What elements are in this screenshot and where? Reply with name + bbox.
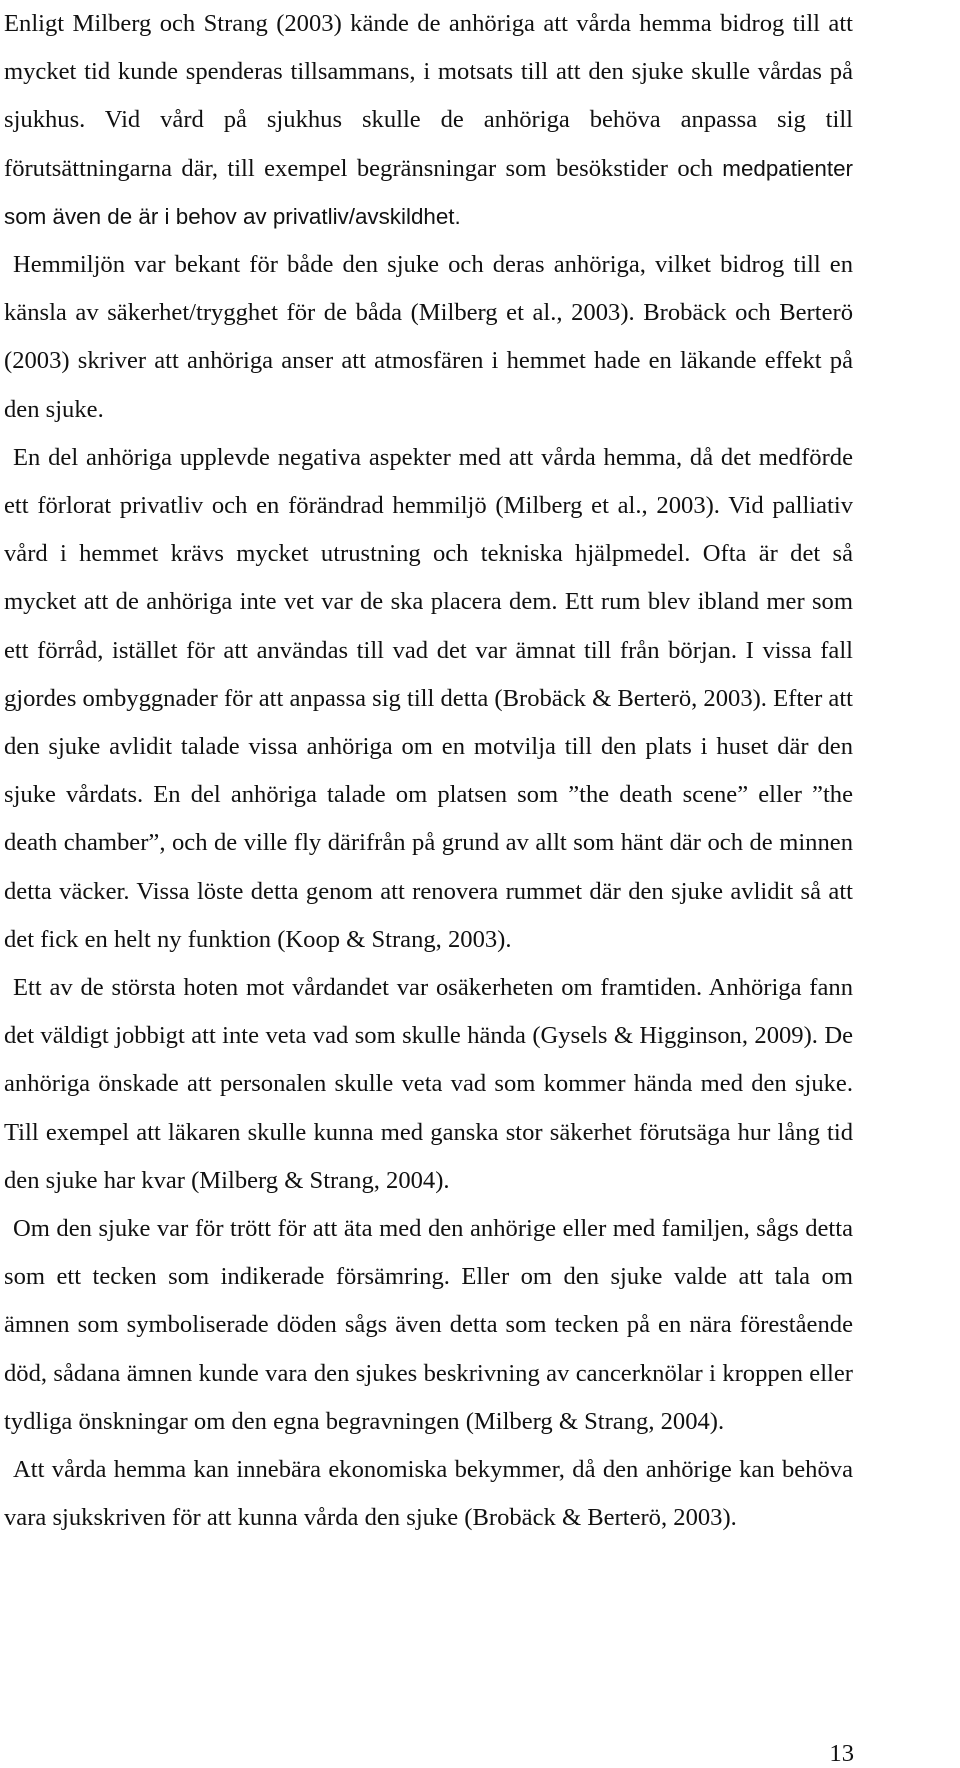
paragraph-2 — [4, 241, 853, 434]
paragraph-3-text: En del anhöriga upplevde negativa aspekter med att vårda hemma, då det medförde ett förlorat privatliv och en förändrad hemmiljö (Milberg et al., 2003). Vid palliativ vård i hemmet krävs mycket utrustning och tekniska hjälpmedel. Ofta är det så mycket att de anhöriga inte vet var de ska placera dem. Ett rum blev ibland mer som ett förråd, istället för att användas till vad det var ämnat till från början. I vissa fall gjordes ombyggnader för att anpassa sig till detta (Brobäck & Berterö, 2003). Efter att den sjuke avlidit talade vissa anhöriga om en motvilja till den plats i huset där den sjuke vårdats. En del anhöriga talade om platsen som ”the death scene” eller ”the death chamber”, och de ville fly därifrån på grund av allt som hänt där och de minnen detta väcker. Vissa löste detta genom att renovera rummet där den sjuke avlidit så att det fick en helt ny funktion (Koop & Strang, 2003). — [4, 443, 853, 953]
paragraph-4-text: Ett av de största hoten mot vårdandet var osäkerheten om framtiden. Anhöriga fann det väldigt jobbigt att inte veta vad som skulle hända (Gysels & Higginson, 2009). De anhöriga önskade att personalen skulle veta vad som kommer hända med den sjuke. Till exempel att läkaren skulle kunna med ganska stor säkerhet förutsäga hur lång tid den sjuke har kvar (Milberg & Strang, 2004). — [4, 974, 853, 1194]
paragraph-1-text: Enligt Milberg och Strang (2003) kände de anhöriga att vårda hemma bidrog till att mycket tid kunde spenderas tillsammans, i motsats till att den sjuke skulle vårdas på sjukhus. Vid vård på sjukhus skulle de anhöriga behöva anpassa sig till förutsättningarna där, till exempel begränsningar som besökstider och — [4, 10, 853, 182]
body-text — [4, 0, 853, 1543]
paragraph-1 — [4, 0, 853, 241]
paragraph-4 — [4, 964, 853, 1205]
paragraph-1-sans-text: medpatienter som även de är i behov av privatliv/avskildhet. — [4, 155, 853, 229]
paragraph-6 — [4, 1446, 853, 1542]
paragraph-6-text: Att vårda hemma kan innebära ekonomiska bekymmer, då den anhörige kan behöva vara sjukskriven för att kunna vårda den sjuke (Brobäck & Berterö, 2003). — [4, 1456, 853, 1532]
page-number: 13 — [829, 1740, 854, 1767]
paragraph-5-text: Om den sjuke var för trött för att äta med den anhörige eller med familjen, sågs detta som ett tecken som indikerade försämring. Eller om den sjuke valde att tala om ämnen som symboliserade döden sågs även detta som tecken på en nära förestående död, sådana ämnen kunde vara den sjukes beskrivning av cancerknölar i kroppen eller tydliga önskningar om den egna begravningen (Milberg & Strang, 2004). — [4, 1215, 853, 1435]
paragraph-5 — [4, 1205, 853, 1446]
paragraph-3 — [4, 434, 853, 964]
paragraph-2-text: Hemmiljön var bekant för både den sjuke och deras anhöriga, vilket bidrog till en känsla av säkerhet/trygghet för de båda (Milberg et al., 2003). Brobäck och Berterö (2003) skriver att anhöriga anser att atmosfären i hemmet hade en läkande effekt på den sjuke. — [4, 251, 853, 423]
